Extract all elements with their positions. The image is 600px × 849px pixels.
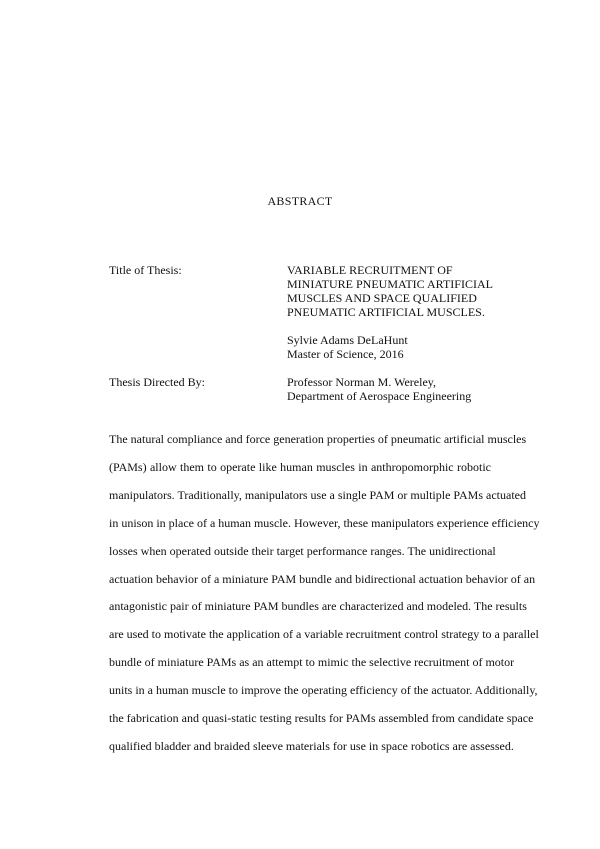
abstract-line: (PAMs) allow them to operate like human muscles in anthropomorphic robotic	[109, 459, 491, 474]
abstract-heading: ABSTRACT	[267, 194, 333, 208]
director-department: Department of Aerospace Engineering	[287, 389, 472, 403]
thesis-title-line: VARIABLE RECRUITMENT OF	[287, 263, 453, 277]
abstract-line: the fabrication and quasi-static testing results for PAMs assembled from candidate space	[109, 711, 534, 726]
author-block	[287, 333, 537, 361]
thesis-title-line: MUSCLES AND SPACE QUALIFIED	[287, 291, 477, 305]
abstract-line: in unison in place of a human muscle. However, these manipulators experience efficiency	[109, 515, 540, 530]
abstract-line: bundle of miniature PAMs as an attempt to mimic the selective recruitment of motor	[109, 655, 515, 670]
abstract-line: are used to motivate the application of a variable recruitment control strategy to a parallel	[109, 627, 539, 642]
author-degree: Master of Science, 2016	[287, 347, 404, 361]
abstract-line: antagonistic pair of miniature PAM bundles are characterized and modeled. The results	[109, 599, 527, 614]
abstract-line: units in a human muscle to improve the operating efficiency of the actuator. Additionally,	[109, 683, 538, 698]
abstract-line: manipulators. Traditionally, manipulators use a single PAM or multiple PAMs actuated	[109, 487, 526, 502]
abstract-line: losses when operated outside their target performance ranges. The unidirectional	[109, 543, 496, 558]
director-block	[287, 375, 537, 403]
title-label: Title of Thesis:	[109, 263, 182, 277]
thesis-title-line: MINIATURE PNEUMATIC ARTIFICIAL	[287, 277, 493, 291]
thesis-title	[287, 263, 537, 319]
abstract-line: qualified bladder and braided sleeve materials for use in space robotics are assessed.	[109, 738, 514, 753]
author-name: Sylvie Adams DeLaHunt	[287, 333, 408, 347]
abstract-line: actuation behavior of a miniature PAM bundle and bidirectional actuation behavior of an	[109, 571, 536, 586]
director-label: Thesis Directed By:	[109, 375, 205, 389]
director-name: Professor Norman M. Wereley,	[287, 375, 436, 389]
abstract-paragraph	[109, 426, 540, 761]
thesis-title-line: PNEUMATIC ARTIFICIAL MUSCLES.	[287, 305, 485, 319]
abstract-line: The natural compliance and force generation properties of pneumatic artificial muscles	[109, 432, 527, 446]
